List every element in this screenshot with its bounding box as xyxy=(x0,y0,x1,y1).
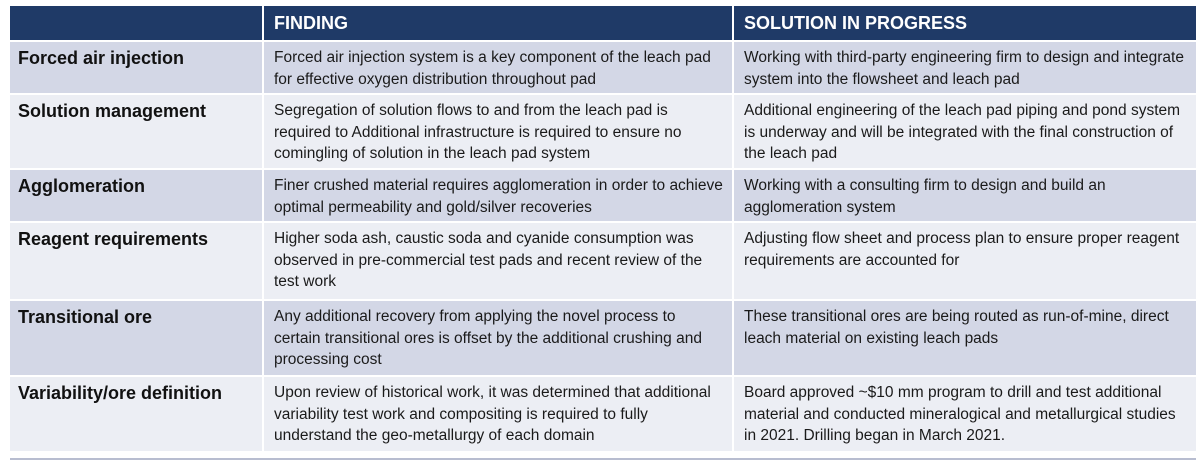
header-topic-cell xyxy=(10,6,264,40)
findings-table xyxy=(10,6,1196,451)
row-topic: Forced air injection xyxy=(10,40,264,93)
row-finding: Finer crushed material requires agglomeration in order to achieve optimal permeability and gold/silver recoveries xyxy=(264,168,734,221)
table-row xyxy=(10,93,1196,168)
table-bottom-rule xyxy=(10,458,1196,460)
row-topic: Reagent requirements xyxy=(10,221,264,299)
row-topic: Transitional ore xyxy=(10,299,264,375)
row-solution: Adjusting flow sheet and process plan to ensure proper reagent requirements are accounted for xyxy=(734,221,1196,299)
findings-table-container xyxy=(10,6,1196,461)
table-row xyxy=(10,221,1196,299)
row-topic: Agglomeration xyxy=(10,168,264,221)
table-row xyxy=(10,299,1196,375)
row-finding: Higher soda ash, caustic soda and cyanide consumption was observed in pre-commercial test pads and recent review of the test work xyxy=(264,221,734,299)
row-solution: Working with a consulting firm to design and build an agglomeration system xyxy=(734,168,1196,221)
row-finding: Segregation of solution flows to and from the leach pad is required to Additional infrastructure is required to ensure no comingling of solution in the leach pad system xyxy=(264,93,734,168)
table-row xyxy=(10,375,1196,451)
row-finding: Any additional recovery from applying the novel process to certain transitional ores is offset by the additional crushing and processing cost xyxy=(264,299,734,375)
row-topic: Solution management xyxy=(10,93,264,168)
table-header-row xyxy=(10,6,1196,40)
table-row xyxy=(10,168,1196,221)
row-solution: Working with third-party engineering firm to design and integrate system into the flowsheet and leach pad xyxy=(734,40,1196,93)
table-row xyxy=(10,40,1196,93)
header-solution: SOLUTION IN PROGRESS xyxy=(734,6,1196,40)
row-solution: Board approved ~$10 mm program to drill and test additional material and conducted mineralogical and metallurgical studies in 2021. Drilling began in March 2021. xyxy=(734,375,1196,451)
row-solution: These transitional ores are being routed as run-of-mine, direct leach material on existing leach pads xyxy=(734,299,1196,375)
row-finding: Forced air injection system is a key component of the leach pad for effective oxygen distribution throughout pad xyxy=(264,40,734,93)
row-finding: Upon review of historical work, it was determined that additional variability test work and compositing is required to fully understand the geo-metallurgy of each domain xyxy=(264,375,734,451)
row-solution: Additional engineering of the leach pad piping and pond system is underway and will be integrated with the final construction of the leach pad xyxy=(734,93,1196,168)
row-topic: Variability/ore definition xyxy=(10,375,264,451)
header-finding: FINDING xyxy=(264,6,734,40)
